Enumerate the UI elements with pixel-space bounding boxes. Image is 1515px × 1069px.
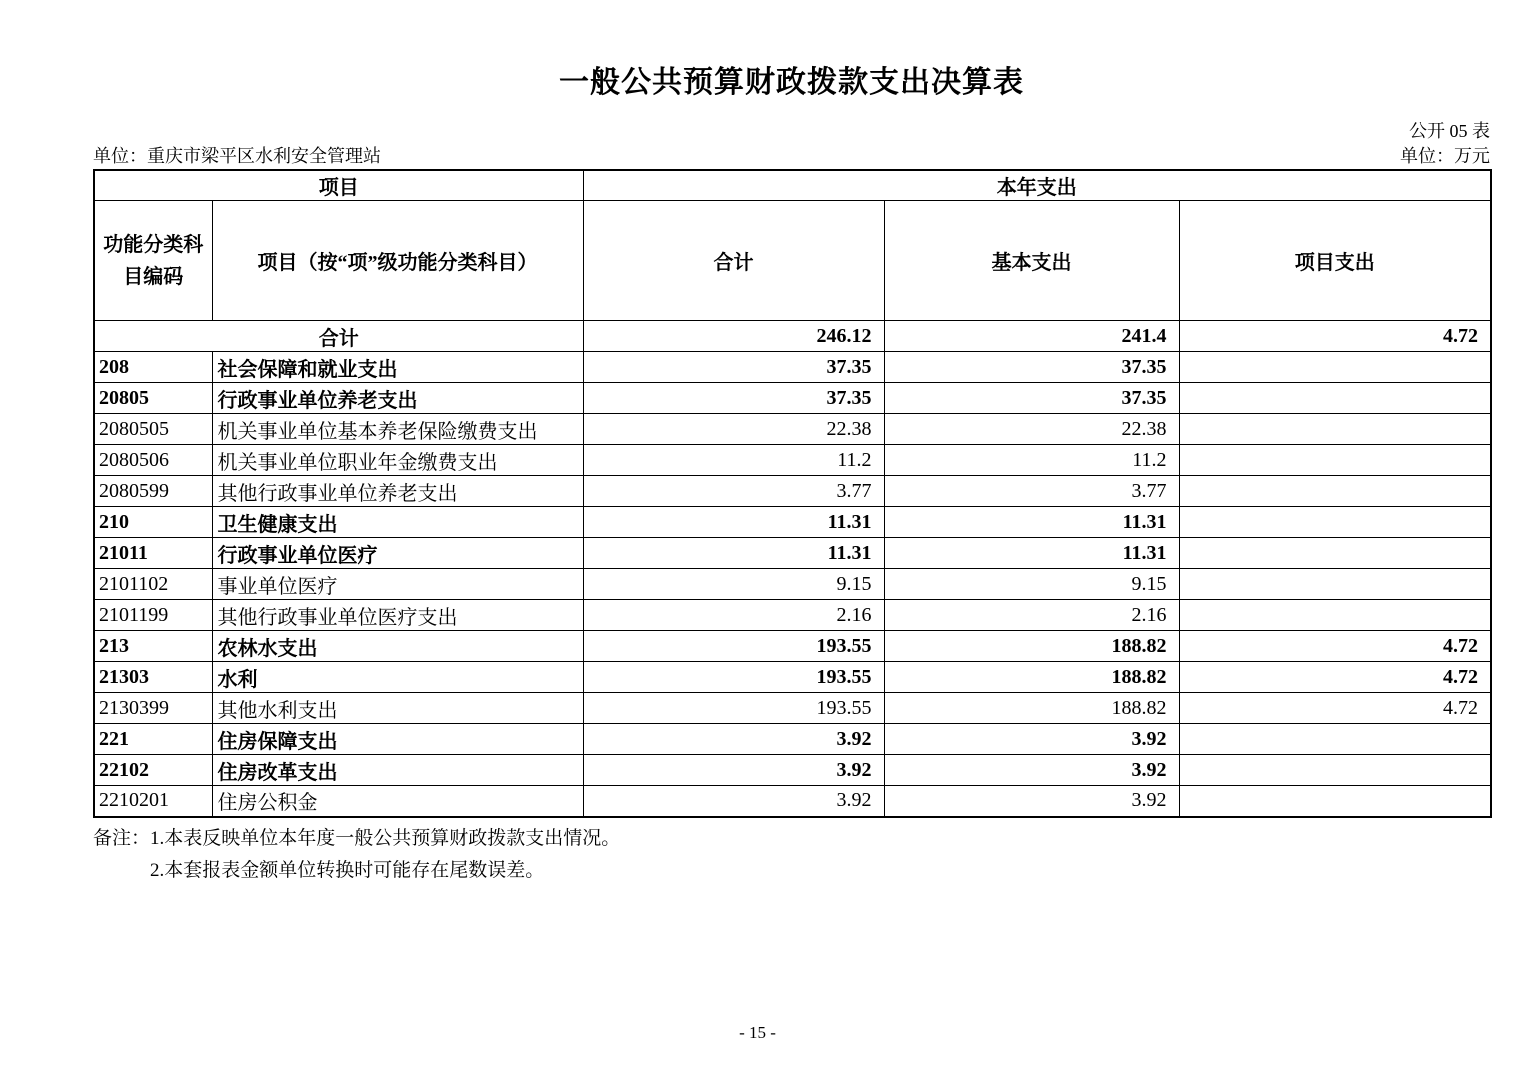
row-item-name: 其他行政事业单位医疗支出 (212, 600, 583, 631)
header-year-expense-group: 本年支出 (583, 170, 1491, 201)
unit-name: 单位：重庆市梁平区水利安全管理站 (93, 146, 381, 166)
page-title: 一般公共预算财政拨款支出决算表 (559, 66, 1024, 99)
table-row (94, 476, 1491, 507)
total-row-total: 246.12 (583, 321, 884, 352)
row-basic: 3.92 (884, 724, 1179, 755)
row-project: 4.72 (1179, 693, 1491, 724)
row-total: 3.77 (583, 476, 884, 507)
page-number: - 15 - (739, 1023, 776, 1042)
table-total-row (94, 321, 1491, 352)
header-total-column: 合计 (583, 201, 884, 321)
table-row (94, 538, 1491, 569)
table-row (94, 600, 1491, 631)
row-item-name: 其他水利支出 (212, 693, 583, 724)
row-code: 20805 (94, 383, 212, 414)
row-project (1179, 569, 1491, 600)
row-item-name: 其他行政事业单位养老支出 (212, 476, 583, 507)
header-item-group: 项目 (94, 170, 583, 201)
row-item-name: 行政事业单位养老支出 (212, 383, 583, 414)
row-basic: 11.31 (884, 507, 1179, 538)
row-basic: 188.82 (884, 662, 1179, 693)
row-project (1179, 383, 1491, 414)
row-basic: 188.82 (884, 631, 1179, 662)
row-project (1179, 352, 1491, 383)
row-code: 22102 (94, 755, 212, 786)
row-code: 2101199 (94, 600, 212, 631)
row-code: 2130399 (94, 693, 212, 724)
budget-table (93, 169, 1492, 818)
row-project (1179, 476, 1491, 507)
table-row (94, 693, 1491, 724)
table-row (94, 786, 1491, 817)
row-project (1179, 507, 1491, 538)
row-total: 193.55 (583, 662, 884, 693)
row-total: 3.92 (583, 786, 884, 817)
row-code: 210 (94, 507, 212, 538)
money-unit: 单位：万元 (1400, 146, 1490, 166)
row-project: 4.72 (1179, 631, 1491, 662)
row-total: 2.16 (583, 600, 884, 631)
row-code: 2080505 (94, 414, 212, 445)
row-item-name: 机关事业单位职业年金缴费支出 (212, 445, 583, 476)
notes-block (93, 823, 1490, 887)
row-project: 4.72 (1179, 662, 1491, 693)
table-row (94, 569, 1491, 600)
row-item-name: 住房公积金 (212, 786, 583, 817)
row-basic: 2.16 (884, 600, 1179, 631)
row-basic: 37.35 (884, 383, 1179, 414)
row-basic: 3.92 (884, 786, 1179, 817)
row-total: 3.92 (583, 755, 884, 786)
table-row (94, 507, 1491, 538)
row-project (1179, 786, 1491, 817)
row-total: 193.55 (583, 693, 884, 724)
document-content (93, 0, 1490, 887)
row-project (1179, 445, 1491, 476)
row-total: 37.35 (583, 352, 884, 383)
note-line-1: 备注：1.本表反映单位本年度一般公共预算财政拨款支出情况。 (93, 827, 621, 849)
table-row (94, 445, 1491, 476)
row-project (1179, 600, 1491, 631)
row-basic: 188.82 (884, 693, 1179, 724)
row-total: 193.55 (583, 631, 884, 662)
row-basic: 9.15 (884, 569, 1179, 600)
row-basic: 11.31 (884, 538, 1179, 569)
row-project (1179, 755, 1491, 786)
row-basic: 3.92 (884, 755, 1179, 786)
header-basic-column: 基本支出 (884, 201, 1179, 321)
row-item-name: 住房保障支出 (212, 724, 583, 755)
row-total: 11.2 (583, 445, 884, 476)
row-code: 21303 (94, 662, 212, 693)
row-item-name: 行政事业单位医疗 (212, 538, 583, 569)
table-header-row (94, 201, 1491, 321)
table-row (94, 352, 1491, 383)
note-line-2: 2.本套报表金额单位转换时可能存在尾数误差。 (150, 859, 545, 881)
row-item-name: 住房改革支出 (212, 755, 583, 786)
row-item-name: 社会保障和就业支出 (212, 352, 583, 383)
row-code: 208 (94, 352, 212, 383)
row-project (1179, 724, 1491, 755)
row-total: 9.15 (583, 569, 884, 600)
header-item-column: 项目（按“项”级功能分类科目） (212, 201, 583, 321)
row-basic: 37.35 (884, 352, 1179, 383)
row-basic: 22.38 (884, 414, 1179, 445)
row-total: 11.31 (583, 538, 884, 569)
table-header-group-row (94, 170, 1491, 201)
row-project (1179, 414, 1491, 445)
row-project (1179, 538, 1491, 569)
total-row-project: 4.72 (1179, 321, 1491, 352)
table-row (94, 724, 1491, 755)
row-code: 2210201 (94, 786, 212, 817)
doc-number: 公开 05 表 (1409, 121, 1490, 141)
row-total: 11.31 (583, 507, 884, 538)
table-body (94, 321, 1491, 817)
total-row-basic: 241.4 (884, 321, 1179, 352)
row-code: 2101102 (94, 569, 212, 600)
row-total: 37.35 (583, 383, 884, 414)
table-row (94, 383, 1491, 414)
row-item-name: 机关事业单位基本养老保险缴费支出 (212, 414, 583, 445)
row-total: 22.38 (583, 414, 884, 445)
row-code: 2080506 (94, 445, 212, 476)
row-total: 3.92 (583, 724, 884, 755)
row-item-name: 水利 (212, 662, 583, 693)
row-code: 21011 (94, 538, 212, 569)
table-row (94, 414, 1491, 445)
row-code: 221 (94, 724, 212, 755)
row-item-name: 事业单位医疗 (212, 569, 583, 600)
table-row (94, 631, 1491, 662)
table-row (94, 662, 1491, 693)
row-code: 213 (94, 631, 212, 662)
row-basic: 11.2 (884, 445, 1179, 476)
header-project-column: 项目支出 (1179, 201, 1491, 321)
header-function-code: 功能分类科目编码 (94, 201, 212, 321)
row-basic: 3.77 (884, 476, 1179, 507)
row-item-name: 农林水支出 (212, 631, 583, 662)
row-code: 2080599 (94, 476, 212, 507)
row-item-name: 卫生健康支出 (212, 507, 583, 538)
table-row (94, 755, 1491, 786)
total-row-label: 合计 (94, 321, 583, 352)
meta-row (93, 145, 1490, 167)
